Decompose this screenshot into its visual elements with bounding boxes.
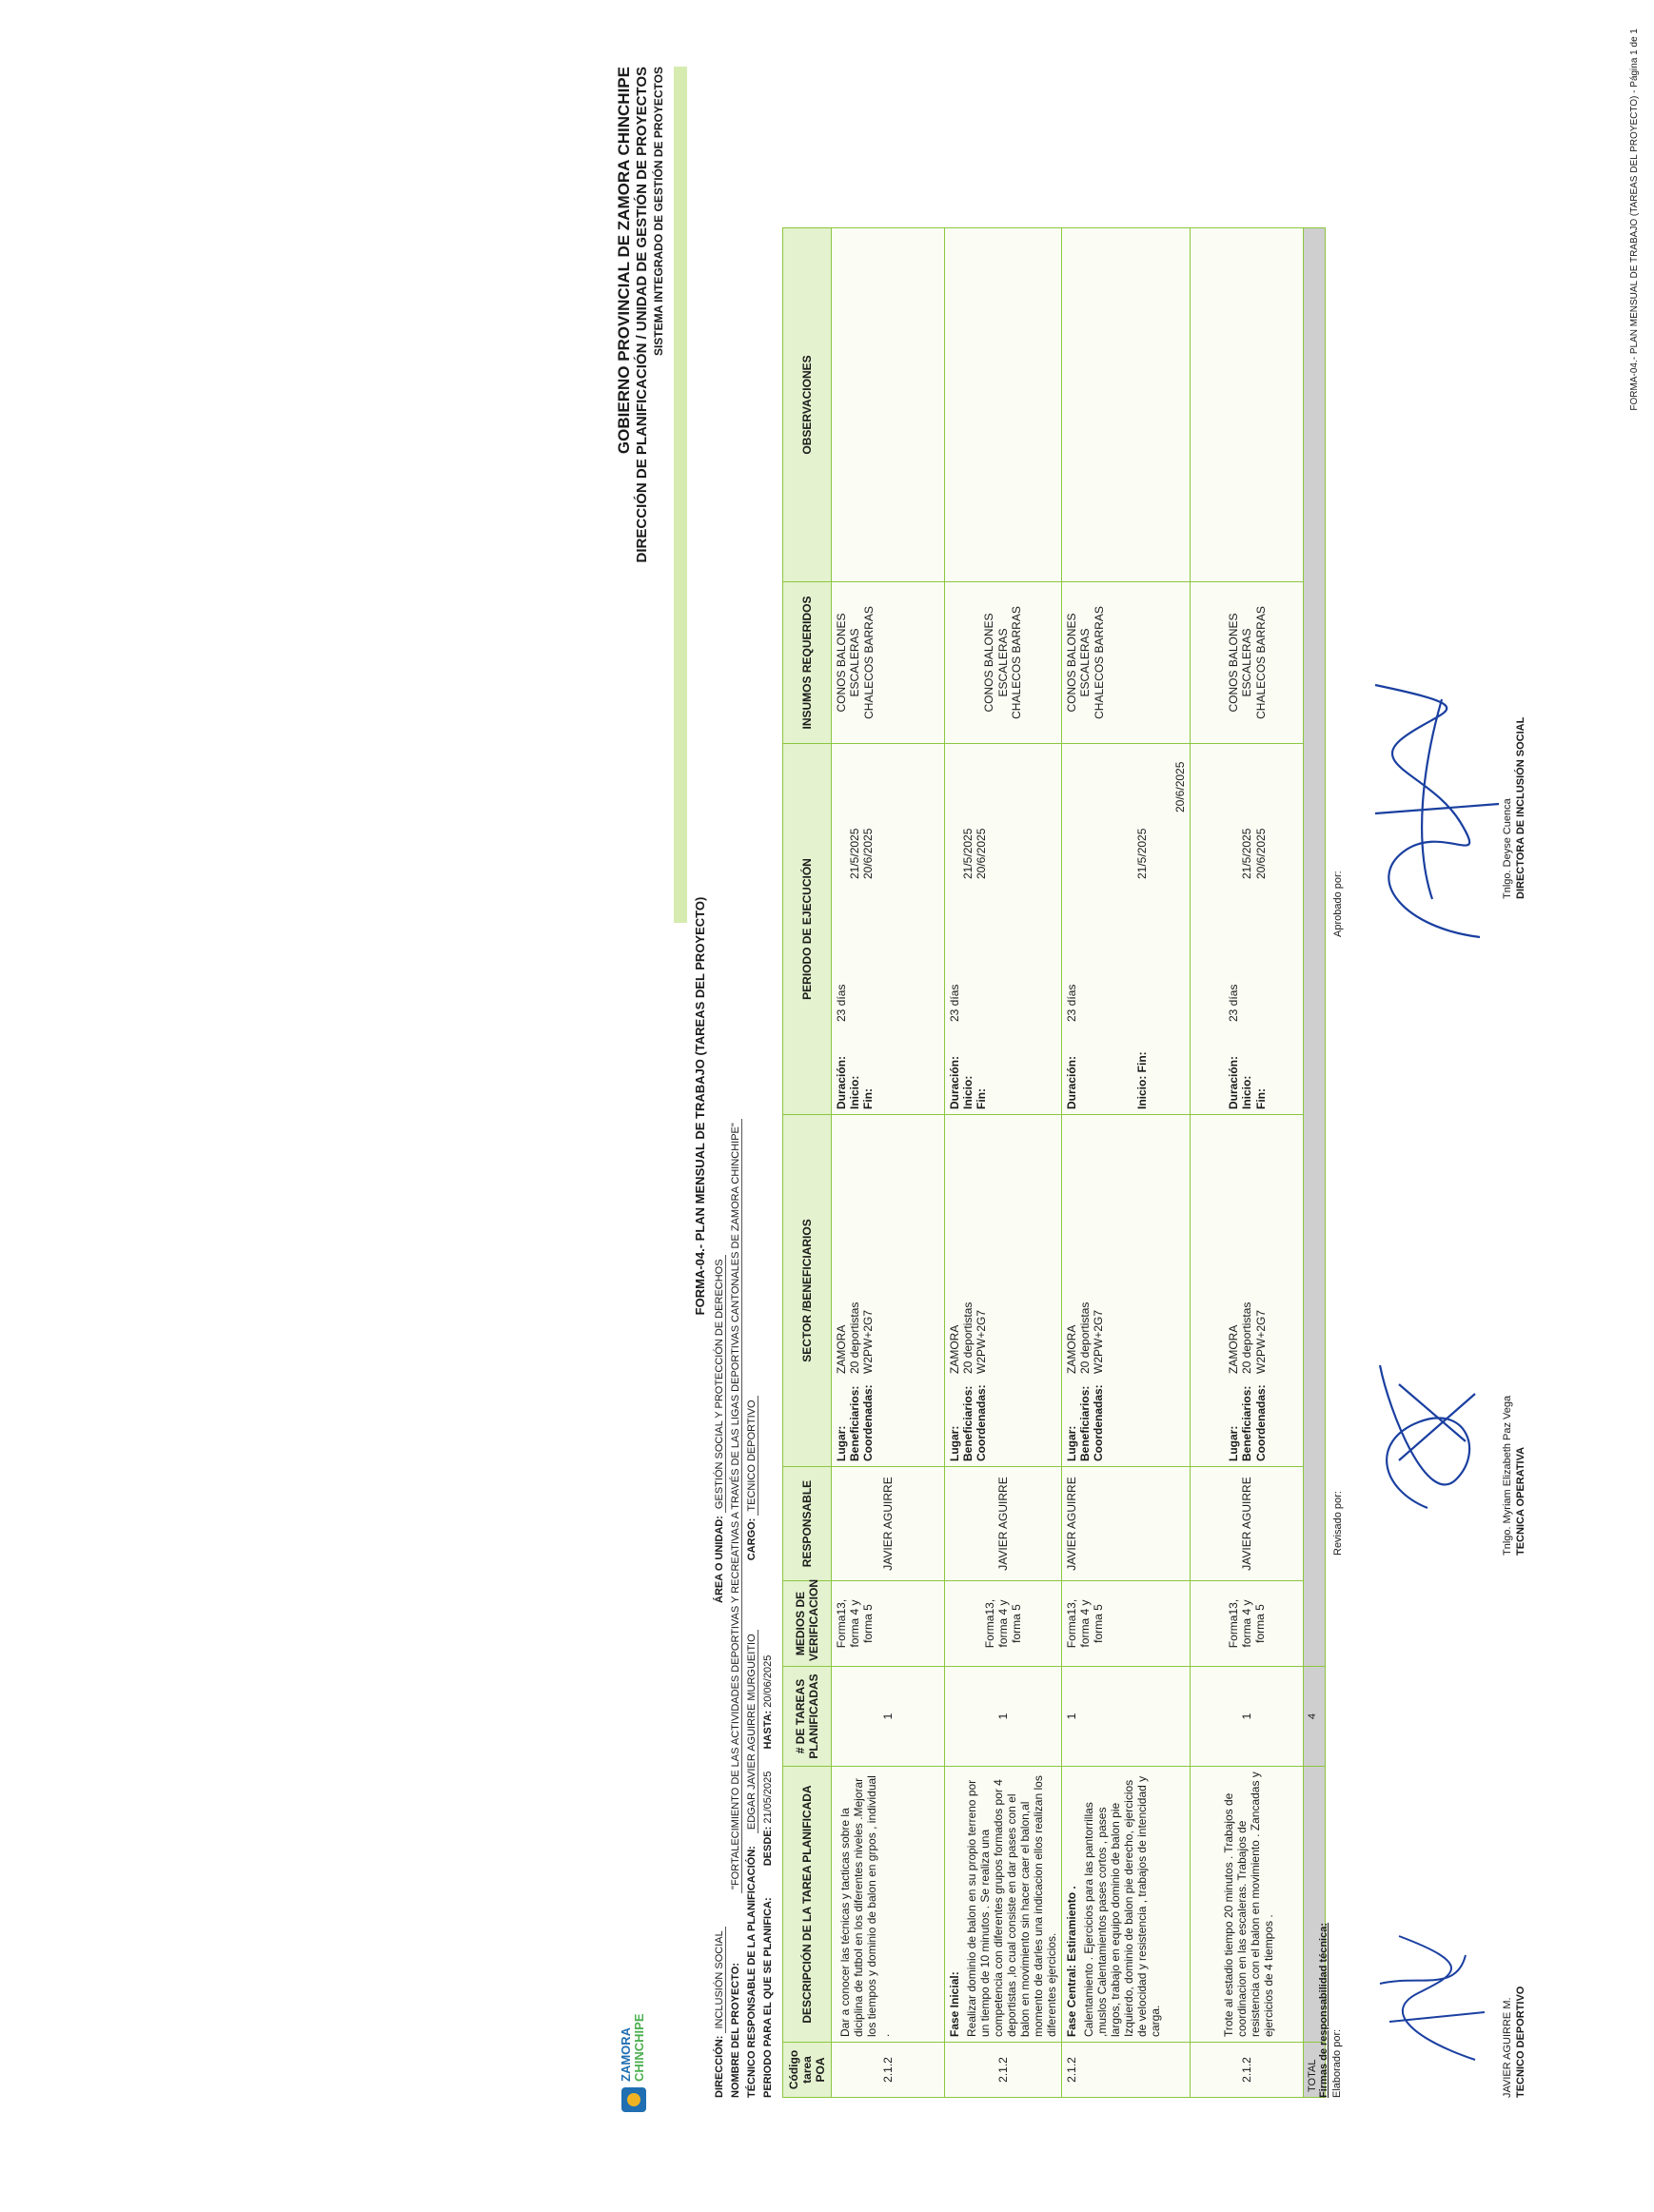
row-insumos <box>1062 582 1191 744</box>
revisado-role: TECNICA OPERATIVA <box>1514 1446 1526 1556</box>
benef-label: Beneficiarios: <box>961 1385 975 1461</box>
row-periodo <box>1191 744 1304 1115</box>
ini-value: 21/5/2025 <box>848 828 862 879</box>
firmas-block <box>1318 1923 1345 2098</box>
row-desc-text: Calentamiento . Ejercicios para las pantorrillas ,muslos Calentamientos pases cortos , pases largos, trabajo en equipo dominio de balon pie Izquierdo, dominio de balon pie derecho, ejercicios de velocidad y resistencia , trabajos de intencidad y carga. <box>1082 1775 1162 2037</box>
row-responsable: JAVIER AGUIRRE <box>945 1467 1062 1581</box>
logo <box>614 1969 660 2112</box>
total-fill <box>1304 228 1326 1667</box>
dur-value: 23 días <box>1227 984 1241 1022</box>
row-description <box>1191 1767 1304 2043</box>
row-responsable: JAVIER AGUIRRE <box>1062 1467 1191 1581</box>
row-description <box>832 1767 945 2043</box>
row-code: 2.1.2 <box>945 2043 1062 2098</box>
row-responsable: JAVIER AGUIRRE <box>832 1467 945 1581</box>
insumo-item: CHALECOS BARRAS <box>1092 606 1106 719</box>
insumo-item: CONOS BALONES <box>982 613 996 713</box>
dur-value: 23 días <box>1065 984 1078 1022</box>
insumo-item: CONOS BALONES <box>1065 613 1078 713</box>
ini-label: Inicio: Fin: <box>1135 1051 1150 1109</box>
row-medios: Forma13, forma 4 y forma 5 <box>1191 1581 1304 1667</box>
table-row <box>1062 228 1191 2098</box>
row-observaciones <box>945 228 1062 582</box>
signature-aprobado <box>1347 671 1508 956</box>
header-medios: MEDIOS DE VERIFICACION <box>783 1581 832 1667</box>
total-label: TOTAL <box>1304 2043 1326 2098</box>
row-observaciones <box>1062 228 1191 582</box>
org-line1: GOBIERNO PROVINCIAL DE ZAMORA CHINCHIPE <box>615 67 633 455</box>
row-description <box>1062 1767 1191 2043</box>
insumo-item: CHALECOS BARRAS <box>1010 606 1024 719</box>
row-medios: Forma13, forma 4 y forma 5 <box>832 1581 945 1667</box>
fin-label: Fin: <box>975 1088 989 1109</box>
table-row <box>832 228 945 2098</box>
proyecto-row <box>730 1119 741 2098</box>
header-descripcion: DESCRIPCIÓN DE LA TAREA PLANIFICADA <box>783 1767 832 2043</box>
benef-value: 20 deportistas <box>1240 1302 1254 1374</box>
insumo-item: ESCALERAS <box>1078 628 1093 697</box>
dur-value: 23 días <box>835 984 848 1022</box>
fin-label: Fin: <box>1253 1088 1268 1109</box>
hasta-label: HASTA: <box>762 1710 774 1750</box>
header-responsable: RESPONSABLE <box>783 1467 832 1581</box>
insumo-item: CONOS BALONES <box>1226 613 1240 713</box>
row-sector <box>945 1115 1062 1467</box>
area-label: ÁREA O UNIDAD: <box>714 1516 725 1603</box>
insumo-item: ESCALERAS <box>1240 628 1254 697</box>
org-line3: SISTEMA INTEGRADO DE GESTIÓN DE PROYECTOS <box>652 67 665 357</box>
insumo-item: CHALECOS BARRAS <box>861 606 876 719</box>
row-sector <box>1191 1115 1304 1467</box>
row-medios: Forma13, forma 4 y forma 5 <box>1062 1581 1191 1667</box>
benef-label: Beneficiarios: <box>848 1385 862 1461</box>
row-insumos <box>1191 582 1304 744</box>
tecnico-value: EDGAR JAVIER AGUIRRE MURGUEITIO <box>746 1630 758 1833</box>
cargo-value: TECNICO DEPORTIVO <box>746 1396 758 1515</box>
hasta-value: 20/06/2025 <box>762 1654 774 1708</box>
elaborado-name: JAVIER AGUIRRE M. <box>1502 1997 1513 2098</box>
area-value: GESTIÓN SOCIAL Y PROTECCIÓN DE DERECHOS <box>714 1255 726 1513</box>
row-code: 2.1.2 <box>832 2043 945 2098</box>
firmas-label: Firmas de responsabilidad técnica: <box>1318 1922 1329 2098</box>
benef-label: Beneficiarios: <box>1240 1385 1254 1461</box>
direccion-value: INCLUSIÓN SOCIAL <box>714 1927 726 2032</box>
row-desc-text: Realizar dominio de balon en su propio terreno por un tiempo de 10 minutos . Se realiza una competencia con diferentes grupos formados por 4 deportistas ,lo cual consiste en dar pases con el balon en movimiento sin hacer caer el balon,al momento de darles una indicacion ellos realizan los diferentes ejercicios. <box>965 1775 1058 2037</box>
row-num: 1 <box>945 1667 1062 1767</box>
row-sector <box>832 1115 945 1467</box>
page-footer: FORMA-04.- PLAN MENSUAL DE TRABAJO (TAREAS DEL PROYECTO) - Página 1 de 1 <box>1629 29 1640 411</box>
coord-label: Coordenadas: <box>975 1384 989 1461</box>
insumo-item: ESCALERAS <box>995 628 1010 697</box>
area-row <box>714 1255 725 1603</box>
aprobado-name: Tnlgo. Deyse Cuenca <box>1502 798 1513 899</box>
proyecto-label: NOMBRE DEL PROYECTO: <box>730 1963 741 2098</box>
coord-label: Coordenadas: <box>1092 1384 1106 1461</box>
logo-name-a: ZAMORA <box>619 2026 633 2082</box>
ini-label: Inicio: <box>961 1075 975 1109</box>
fin-label: Fin: <box>861 1088 876 1109</box>
aprobado-role: DIRECTORA DE INCLUSIÓN SOCIAL <box>1514 716 1526 899</box>
fin-value: 20/6/2025 <box>1253 828 1268 879</box>
row-medios: Forma13, forma 4 y forma 5 <box>945 1581 1062 1667</box>
table-row <box>1191 228 1304 2098</box>
elaborado-block <box>1502 1987 1528 2098</box>
benef-value: 20 deportistas <box>848 1302 862 1374</box>
dur-value: 23 días <box>948 984 961 1022</box>
coord-value: W2PW+2G7 <box>861 1309 876 1374</box>
form-title: FORMA-04.- PLAN MENSUAL DE TRABAJO (TAREAS DEL PROYECTO) <box>693 896 707 1316</box>
lugar-label: Lugar: <box>835 1425 848 1461</box>
logo-name <box>620 2013 645 2082</box>
aprobado-label: Aprobado por: <box>1332 871 1344 937</box>
row-num: 1 <box>1191 1667 1304 1767</box>
coord-value: W2PW+2G7 <box>1092 1309 1106 1374</box>
lugar-value: ZAMORA <box>1227 1324 1241 1374</box>
proyecto-value: "FORTALECIMIENTO DE LAS ACTIVIDADES DEPORTIVAS Y RECREATIVAS A TRAVÉS DE LAS LIGAS DEPORTIVAS CANTONALES DE ZAMORA CHINCHIPE" <box>730 1119 742 1893</box>
header-observaciones: OBSERVACIONES <box>783 228 832 582</box>
dur-label: Duración: <box>948 1055 961 1109</box>
row-sector <box>1062 1115 1191 1467</box>
table-row <box>945 228 1062 2098</box>
lugar-value: ZAMORA <box>1065 1324 1078 1374</box>
insumo-item: ESCALERAS <box>848 628 862 697</box>
elaborado-label: Elaborado por: <box>1330 2028 1343 2098</box>
row-responsable: JAVIER AGUIRRE <box>1191 1467 1304 1581</box>
row-desc-title: Fase Central: Estiramiento . <box>1065 1886 1078 2037</box>
dur-label: Duración: <box>1065 1055 1078 1109</box>
total-row <box>1304 228 1326 2098</box>
tecnico-label: TÉCNICO RESPONSABLE DE LA PLANIFICACIÓN: <box>746 1846 758 2098</box>
desde-value: 21/05/2025 <box>762 1771 774 1824</box>
periodo-row <box>762 1655 774 2098</box>
direccion-label: DIRECCIÓN: <box>714 2035 725 2098</box>
header-band <box>674 67 687 923</box>
header-insumos: INSUMOS REQUERIDOS <box>783 582 832 744</box>
lugar-label: Lugar: <box>1227 1425 1241 1461</box>
row-desc-text: Dar a conocer las técnicas y tacticas sobre la diciplina de futbol en los diferentes niveles .Mejorar los tiempos y dominio de balon en grpos , individual . <box>838 1775 892 2037</box>
header-periodo: PERIODO DE EJECUCIÓN <box>783 744 832 1115</box>
coord-label: Coordenadas: <box>1253 1384 1268 1461</box>
row-insumos <box>945 582 1062 744</box>
org-header <box>614 67 666 562</box>
org-line2: DIRECCIÓN DE PLANIFICACIÓN / UNIDAD DE GESTIÓN DE PROYECTOS <box>634 67 651 563</box>
row-observaciones <box>1191 228 1304 582</box>
row-num: 1 <box>1062 1667 1191 1767</box>
signature-elaborado <box>1361 1917 1494 2079</box>
fin-value: 20/6/2025 <box>861 828 876 879</box>
cargo-label: CARGO: <box>746 1517 758 1561</box>
revisado-name: Tnlgo. Myriam Elizabeth Paz Vega <box>1502 1395 1513 1556</box>
benef-value: 20 deportistas <box>1078 1302 1093 1374</box>
fin-value: 20/6/2025 <box>1173 761 1188 812</box>
header-codigo: Código tarea POA <box>783 2043 832 2098</box>
coord-value: W2PW+2G7 <box>1253 1309 1268 1374</box>
insumo-item: CONOS BALONES <box>835 613 848 713</box>
ini-value: 21/5/2025 <box>1240 828 1254 879</box>
row-periodo <box>1062 744 1191 1115</box>
ini-value: 21/5/2025 <box>1135 828 1150 879</box>
coord-label: Coordenadas: <box>861 1384 876 1461</box>
row-periodo <box>832 744 945 1115</box>
elaborado-role: TECNICO DEPORTIVO <box>1514 1986 1526 2098</box>
row-insumos <box>832 582 945 744</box>
row-num: 1 <box>832 1667 945 1767</box>
lugar-value: ZAMORA <box>835 1324 848 1374</box>
lugar-value: ZAMORA <box>948 1324 961 1374</box>
row-code: 2.1.2 <box>1191 2043 1304 2098</box>
insumo-item: CHALECOS BARRAS <box>1253 606 1268 719</box>
row-desc-text: Trote al estadio tiempo 20 minutos . Trabajos de coordinacion en las escaleras. Trabajos de resistencia con el balon en movimiento . Zancadas y ejercicios de 4 tiempos . <box>1222 1772 1276 2037</box>
row-periodo <box>945 744 1062 1115</box>
lugar-label: Lugar: <box>1065 1425 1078 1461</box>
periodo-label: PERIODO PARA EL QUE SE PLANIFICA: <box>762 1897 774 2098</box>
emblem-icon <box>621 2087 646 2112</box>
revisado-block <box>1502 1396 1528 1556</box>
tasks-table <box>782 227 1326 2098</box>
ini-label: Inicio: <box>1240 1075 1254 1109</box>
coord-value: W2PW+2G7 <box>975 1309 989 1374</box>
aprobado-block <box>1502 717 1528 899</box>
row-code: 2.1.2 <box>1062 2043 1191 2098</box>
row-observaciones <box>832 228 945 582</box>
logo-name-b: CHINCHIPE <box>631 2013 646 2082</box>
document-page <box>95 0 1654 2212</box>
fin-value: 20/6/2025 <box>975 828 989 879</box>
tecnico-row <box>746 1396 758 2098</box>
desde-label: DESDE: <box>762 1826 774 1867</box>
revisado-label: Revisado por: <box>1332 1491 1344 1556</box>
ini-value: 21/5/2025 <box>961 828 975 879</box>
signature-revisado <box>1361 1346 1494 1527</box>
lugar-label: Lugar: <box>948 1425 961 1461</box>
table-header-row <box>783 228 832 2098</box>
dur-label: Duración: <box>835 1055 848 1109</box>
benef-label: Beneficiarios: <box>1078 1385 1093 1461</box>
benef-value: 20 deportistas <box>961 1302 975 1374</box>
total-value: 4 <box>1304 1667 1326 1767</box>
direccion-row <box>714 1927 725 2098</box>
ini-label: Inicio: <box>848 1075 862 1109</box>
header-sector: SECTOR /BENEFICIARIOS <box>783 1115 832 1467</box>
dur-label: Duración: <box>1227 1055 1241 1109</box>
row-description <box>945 1767 1062 2043</box>
header-num-tareas: # DE TAREAS PLANIFICADAS <box>783 1667 832 1767</box>
row-desc-title: Fase Inicial: <box>948 1971 961 2037</box>
